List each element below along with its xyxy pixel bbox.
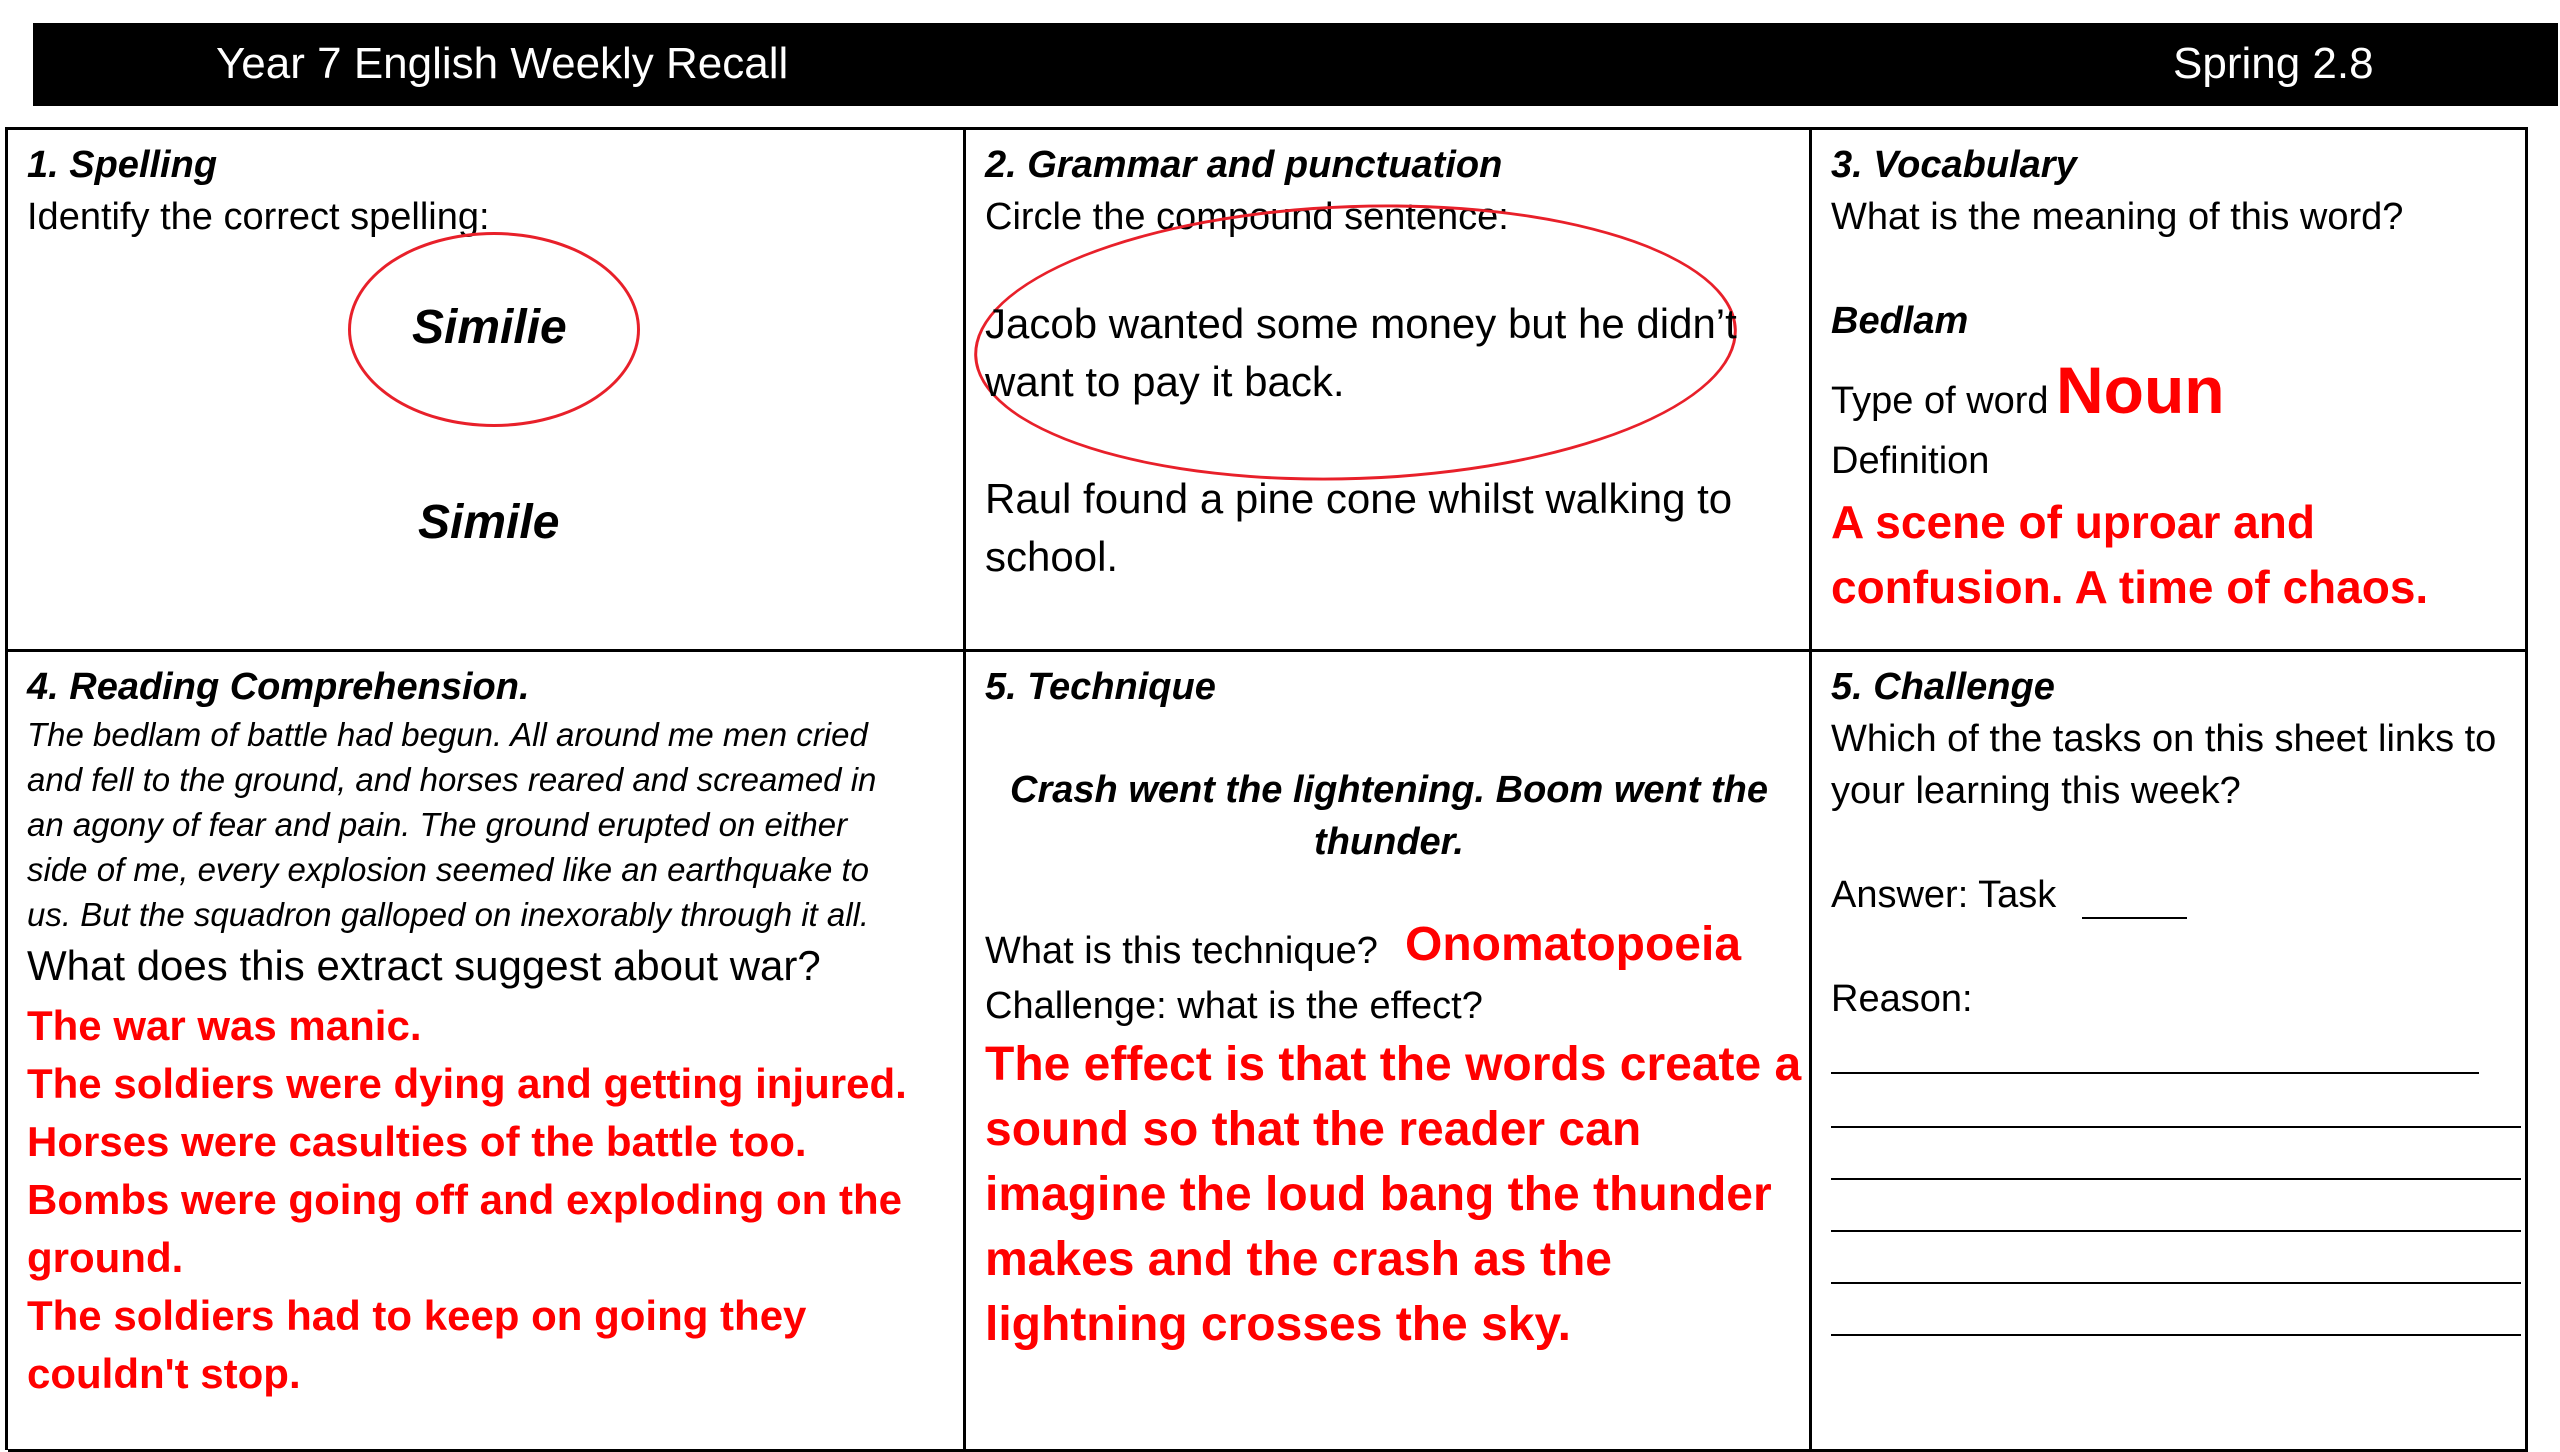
- effect-line: lightning crosses the sky.: [985, 1298, 1571, 1351]
- answer-line: couldn't stop.: [27, 1350, 301, 1397]
- extract-line: us. But the squadron galloped on inexorably through it all.: [27, 896, 870, 933]
- reason-line[interactable]: [1831, 1230, 2521, 1232]
- answer-line: Bombs were going off and exploding on the: [27, 1176, 902, 1223]
- technique-question: What is this technique?: [985, 930, 1378, 972]
- vocabulary-cell: [1812, 130, 2528, 652]
- word-type-label: Type of word: [1831, 380, 2049, 422]
- extract-line: and fell to the ground, and horses reared and screamed in: [27, 761, 877, 798]
- technique-heading: 5. Technique: [985, 666, 1216, 708]
- header-bar: [33, 23, 2558, 106]
- spelling-instruction: Identify the correct spelling:: [27, 196, 490, 238]
- technique-quote: [966, 764, 1812, 868]
- definition-line-1: A scene of uproar and: [1831, 496, 2315, 548]
- reading-heading: 4. Reading Comprehension.: [27, 666, 530, 708]
- reading-question: What does this extract suggest about war?: [27, 942, 821, 989]
- effect-line: The effect is that the words create a: [985, 1038, 1802, 1091]
- reason-line[interactable]: [1831, 1334, 2521, 1336]
- vocabulary-heading: 3. Vocabulary: [1831, 144, 2077, 186]
- reason-label: Reason:: [1831, 978, 1973, 1020]
- extract-line: The bedlam of battle had begun. All around me men cried: [27, 716, 868, 753]
- grammar-heading: 2. Grammar and punctuation: [985, 144, 1503, 186]
- quote-line: thunder.: [1314, 821, 1464, 863]
- grammar-cell: [966, 130, 1812, 652]
- answer-line: ground.: [27, 1234, 184, 1281]
- challenge-cell: [1812, 652, 2528, 1452]
- worksheet-title: Year 7 English Weekly Recall: [216, 39, 789, 88]
- answer-task-label: Answer: Task: [1831, 874, 2057, 916]
- grammar-instruction: Circle the compound sentence:: [985, 196, 1509, 238]
- definition-line-2: confusion. A time of chaos.: [1831, 561, 2429, 613]
- reason-line[interactable]: [1831, 1282, 2521, 1284]
- answer-line: The soldiers had to keep on going they: [27, 1292, 807, 1339]
- effect-line: makes and the crash as the: [985, 1233, 1612, 1286]
- spelling-cell: [8, 130, 966, 652]
- technique-effect: [985, 1032, 1801, 1357]
- grammar-sentence-2-line-2[interactable]: school.: [985, 533, 1119, 580]
- spelling-option-2[interactable]: Simile: [418, 496, 560, 549]
- spelling-option-1[interactable]: Similie: [412, 301, 567, 354]
- reading-answers: [27, 997, 907, 1403]
- definition-label: Definition: [1831, 440, 1990, 482]
- reason-line[interactable]: [1831, 1126, 2521, 1128]
- answer-line: The war was manic.: [27, 1002, 422, 1049]
- vocabulary-word: Bedlam: [1831, 300, 1969, 342]
- grammar-sentence-2-line-1[interactable]: Raul found a pine cone whilst walking to: [985, 475, 1733, 522]
- reason-line[interactable]: [1831, 1178, 2521, 1180]
- quote-line: Crash went the lightening. Boom went the: [1010, 769, 1768, 811]
- reading-extract: [27, 712, 876, 937]
- effect-line: sound so that the reader can: [985, 1103, 1642, 1156]
- extract-line: an agony of fear and pain. The ground erupted on either: [27, 806, 848, 843]
- technique-cell: [966, 652, 1812, 1452]
- challenge-question-line-2: your learning this week?: [1831, 770, 2241, 812]
- technique-challenge: Challenge: what is the effect?: [985, 985, 1483, 1027]
- word-type-answer: Noun: [2056, 353, 2225, 427]
- answer-task-blank[interactable]: [2082, 917, 2187, 919]
- challenge-question-line-1: Which of the tasks on this sheet links to: [1831, 718, 2497, 760]
- worksheet-grid: [5, 127, 2528, 1450]
- technique-answer: Onomatopoeia: [1405, 918, 1742, 971]
- grammar-sentence-1-line-2[interactable]: want to pay it back.: [985, 358, 1345, 405]
- spelling-heading: 1. Spelling: [27, 144, 218, 186]
- extract-line: side of me, every explosion seemed like an earthquake to: [27, 851, 869, 888]
- reason-line[interactable]: [1831, 1072, 2479, 1074]
- challenge-heading: 5. Challenge: [1831, 666, 2055, 708]
- term-label: Spring 2.8: [2173, 39, 2374, 88]
- answer-line: Horses were casulties of the battle too.: [27, 1118, 807, 1165]
- effect-line: imagine the loud bang the thunder: [985, 1168, 1772, 1221]
- grammar-sentence-1-line-1[interactable]: Jacob wanted some money but he didn’t: [985, 300, 1737, 347]
- answer-line: The soldiers were dying and getting injured.: [27, 1060, 907, 1107]
- vocabulary-question: What is the meaning of this word?: [1831, 196, 2404, 238]
- reading-cell: [8, 652, 966, 1452]
